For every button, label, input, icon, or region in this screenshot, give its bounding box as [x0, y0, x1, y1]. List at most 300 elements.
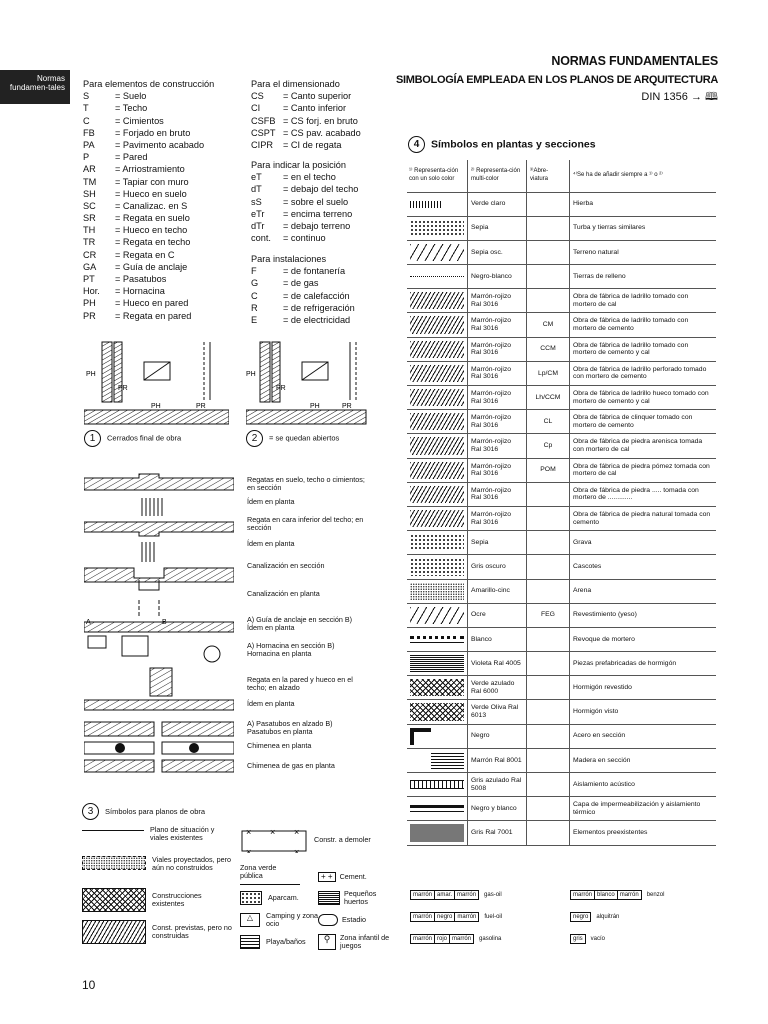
abbr-row: [83, 151, 243, 163]
abbr-row: [83, 285, 243, 297]
pipe-legend: [410, 890, 720, 944]
abbr-key: PR: [83, 310, 96, 321]
symbols-table: [407, 160, 716, 846]
pipe-label: vacío: [590, 936, 606, 942]
abbr-value: = continuo: [283, 232, 326, 244]
abbr-key: P: [83, 152, 90, 163]
fig3r-row-6: [240, 931, 390, 953]
pattern-swatch: [410, 413, 464, 430]
fig3-label-2: Viales proyectados, pero aún no construidos: [152, 855, 231, 873]
pipe-label: gasolina: [479, 936, 502, 942]
abbr-value: = debajo terreno: [283, 220, 350, 232]
description-cell: Grava: [570, 531, 717, 555]
abbr-cell: Lp/CM: [527, 361, 570, 385]
pattern-cell: [407, 773, 468, 797]
abbr-row: [251, 196, 391, 208]
description-cell: Obra de fábrica de ladrillo tomado con mortero de cemento: [570, 313, 717, 337]
abbr-row: [251, 232, 391, 244]
abbr-value: = Regata en C: [115, 249, 175, 261]
pattern-swatch: [410, 292, 464, 309]
color-cell: Gris oscuro: [468, 555, 527, 579]
table-row: [407, 531, 716, 555]
section-label: Regata en cara inferior del techo; en sección: [247, 515, 364, 533]
abbr-key: Hor.: [83, 286, 100, 297]
abbr-cell: FEG: [527, 603, 570, 627]
pipe-color-box: marrón: [454, 912, 479, 922]
pattern-cell: [407, 192, 468, 216]
svg-text:A: A: [86, 619, 91, 626]
color-cell: Amarillo-cinc: [468, 579, 527, 603]
table-row: [407, 797, 716, 821]
color-cell: Marrón-rojizo Ral 3016: [468, 482, 527, 506]
pattern-cell: [407, 410, 468, 434]
section-label: A) Guía de anclaje en sección B) Ídem en planta: [247, 615, 353, 633]
col-header-2: ²⁾ Representa-ción multi-color: [468, 160, 527, 192]
pipe-legend-item: [410, 934, 570, 944]
abbr-key: TH: [83, 225, 96, 236]
fig3-label-1: Plano de situación y viales existentes: [150, 825, 215, 843]
abbr-key: GA: [83, 261, 97, 272]
pattern-swatch: [410, 365, 464, 382]
color-cell: Marrón-rojizo Ral 3016: [468, 361, 527, 385]
abbr-cell: [527, 216, 570, 240]
playground-icon: ⚲: [318, 934, 336, 950]
abbr-value: = encima terreno: [283, 208, 352, 220]
abbr-key: E: [251, 314, 258, 325]
dimension-heading: Para el dimensionado: [251, 79, 340, 89]
abbr-row: [83, 139, 243, 151]
pattern-swatch: [410, 636, 464, 643]
abbr-row: [251, 90, 391, 102]
section-label: Ídem en planta: [247, 497, 295, 506]
color-cell: Negro-blanco: [468, 265, 527, 289]
svg-text:PH: PH: [151, 403, 161, 410]
section-label: A) Pasatubos en alzado B) Pasatubos en planta: [247, 719, 333, 737]
fig3r-label-3: Cement.: [339, 871, 367, 881]
abbr-key: PA: [83, 139, 95, 150]
abbr-row: [83, 310, 243, 322]
abbr-row: [251, 102, 391, 114]
abbr-key: R: [251, 302, 258, 313]
section-label: Canalización en sección: [247, 561, 325, 570]
abbr-key: CI: [251, 103, 261, 114]
table-row: [407, 337, 716, 361]
abbr-cell: [527, 797, 570, 821]
abbr-value: = sobre el suelo: [283, 196, 348, 208]
pipe-label: benzol: [646, 892, 665, 898]
pipe-color-box: marrón: [410, 934, 435, 944]
pipe-legend-item: [570, 912, 720, 922]
col-header-1: ¹⁾ Representa-ción con un solo color: [407, 160, 468, 192]
side-tab: Normas fundamen-tales: [0, 70, 70, 104]
table-row: [407, 192, 716, 216]
table-row: [407, 627, 716, 651]
abbr-key: G: [251, 278, 259, 289]
abbr-row: [83, 200, 243, 212]
description-cell: Piezas prefabricadas de hormigón: [570, 652, 717, 676]
abbr-cell: [527, 748, 570, 772]
color-cell: Marrón-rojizo Ral 3016: [468, 458, 527, 482]
tent-icon: △: [240, 913, 260, 927]
abbr-cell: [527, 773, 570, 797]
pattern-cell: [407, 652, 468, 676]
abbr-value: = Canto superior: [283, 90, 351, 102]
pattern-swatch: [410, 341, 464, 358]
pattern-cell: [407, 289, 468, 313]
fig3r-label-5: Pequeños huertos: [344, 888, 377, 906]
abbr-value: = Regata en suelo: [115, 212, 190, 224]
description-cell: Revoque de mortero: [570, 627, 717, 651]
description-cell: Hormigón visto: [570, 700, 717, 724]
abbr-value: = Arriostramiento: [115, 163, 185, 175]
fig3r-label-7: Estadio: [342, 914, 366, 924]
pipe-legend-item: [570, 890, 720, 900]
description-cell: Revestimiento (yeso): [570, 603, 717, 627]
abbr-key: dT: [251, 184, 262, 195]
description-cell: Capa de impermeabilización y aislamiento térmico: [570, 797, 717, 821]
abbr-value: = CS forj. en bruto: [283, 115, 358, 127]
fig3r-label-6: Camping y zona ocio: [266, 910, 318, 928]
abbr-cell: [527, 652, 570, 676]
installations-heading: Para instalaciones: [251, 254, 327, 264]
section-label: Canalización en planta: [247, 589, 320, 598]
color-cell: Negro: [468, 724, 527, 748]
pipe-color-box: negro: [570, 912, 591, 922]
section-label: Regata en la pared y hueco en el techo; en alzado: [247, 675, 353, 693]
fig3-row-3: [82, 888, 232, 920]
svg-text:PR: PR: [342, 403, 352, 410]
section-label: Chimenea en planta: [247, 741, 312, 750]
pattern-swatch: [410, 437, 464, 454]
abbr-row: [83, 297, 243, 309]
pattern-swatch: [410, 558, 464, 575]
pattern-cell: [407, 821, 468, 845]
abbr-row: [83, 273, 243, 285]
pattern-cell: [407, 240, 468, 264]
pipe-label: gas-oil: [484, 892, 502, 898]
pattern-swatch: [410, 316, 464, 333]
pipe-color-box: marrón: [617, 890, 642, 900]
abbr-row: [83, 188, 243, 200]
abbr-value: = de calefacción: [283, 290, 350, 302]
abbr-value: = Hornacina: [115, 285, 165, 297]
figure-3-right-list: [240, 826, 390, 953]
abbr-key: CR: [83, 249, 97, 260]
fig3r-row-5: [240, 909, 390, 931]
abbr-value: = Hueco en pared: [115, 297, 188, 309]
abbr-value: = Suelo: [115, 90, 146, 102]
fig3-label-4: Const. previstas, pero no construidas: [152, 923, 232, 941]
fig3r-label-8: Playa/baños: [266, 936, 306, 946]
abbr-value: = Regata en techo: [115, 236, 190, 248]
abbr-row: [251, 290, 391, 302]
abbr-key: cont.: [251, 233, 271, 244]
abbr-cell: [527, 724, 570, 748]
abbr-cell: [527, 627, 570, 651]
abbr-cell: [527, 289, 570, 313]
abbr-key: dTr: [251, 220, 265, 231]
col-header-4: ⁴⁾Se ha de añadir siempre a ¹⁾ o ²⁾: [570, 160, 717, 192]
description-cell: Hierba: [570, 192, 717, 216]
pipe-label: alquitrán: [596, 914, 620, 920]
svg-text:B: B: [162, 619, 167, 626]
abbr-row: [83, 127, 243, 139]
pattern-cell: [407, 265, 468, 289]
section-label: Regatas en suelo, techo o cimientos; en sección: [247, 475, 365, 493]
section-label: Ídem en planta: [247, 699, 295, 708]
abbr-key: CS: [251, 91, 264, 102]
description-cell: Obra de fábrica de ladrillo perforado tomado con mortero de cemento: [570, 361, 717, 385]
abbr-row: [83, 249, 243, 261]
pipe-legend-item: [410, 890, 570, 900]
fig3r-label-1: Constr. a demoler: [314, 834, 371, 844]
pattern-swatch: [410, 728, 431, 745]
abbr-row: [251, 314, 391, 326]
pipe-color-box: gris: [570, 934, 586, 944]
fig3r-row-1: [240, 826, 390, 854]
figure-1-drawing: [84, 338, 229, 428]
pattern-swatch: [410, 201, 441, 208]
pattern-cell: [407, 555, 468, 579]
abbr-value: = Forjado en bruto: [115, 127, 190, 139]
color-cell: Gris Ral 7001: [468, 821, 527, 845]
abbr-value: = Tapiar con muro: [115, 176, 189, 188]
table-row: [407, 361, 716, 385]
parking-icon: [240, 891, 262, 905]
section-label: Ídem en planta: [247, 539, 295, 548]
pattern-cell: [407, 434, 468, 458]
pattern-cell: [407, 458, 468, 482]
cross-icon: + +: [318, 872, 336, 882]
abbr-cell: CL: [527, 410, 570, 434]
table-row: [407, 821, 716, 845]
description-cell: Obra de fábrica de piedra ..... tomada con mortero de .............: [570, 482, 717, 506]
pattern-cell: [407, 216, 468, 240]
abbr-key: F: [251, 266, 257, 277]
description-cell: Obra de fábrica de ladrillo tomado con mortero de cemento y cal: [570, 337, 717, 361]
table-header: [407, 160, 716, 192]
demolish-icon: [240, 827, 310, 853]
construction-heading: Para elementos de construcción: [83, 79, 215, 89]
abbr-cell: [527, 579, 570, 603]
fig3r-row-4: [240, 887, 390, 909]
pattern-swatch: [410, 486, 464, 503]
abbr-value: = Hueco en suelo: [115, 188, 187, 200]
svg-text:PR: PR: [118, 385, 128, 392]
abbr-key: CSFB: [251, 115, 276, 126]
pipe-color-box: rojo: [434, 934, 450, 944]
pattern-swatch: [410, 703, 464, 720]
pattern-swatch: [410, 534, 464, 551]
abbr-key: C: [251, 290, 258, 301]
table-row: [407, 289, 716, 313]
abbr-key: C: [83, 115, 90, 126]
stadium-icon: [318, 914, 338, 926]
abbr-row: [83, 176, 243, 188]
fig3-swatch-3: [82, 888, 146, 912]
fig3r-label-2: Zona verde pública: [240, 864, 300, 885]
color-cell: Marrón-rojizo Ral 3016: [468, 289, 527, 313]
abbr-value: = Cimientos: [115, 115, 164, 127]
pipe-color-box: marrón: [454, 890, 479, 900]
table-row: [407, 676, 716, 700]
table-row: [407, 506, 716, 530]
construction-list: [83, 78, 243, 322]
pipe-color-box: marrón: [570, 890, 595, 900]
abbr-value: = de fontanería: [283, 265, 345, 277]
pipe-legend-item: [410, 912, 570, 922]
table-row: [407, 724, 716, 748]
pattern-swatch: [410, 655, 464, 672]
abbr-value: = Regata en pared: [115, 310, 191, 322]
pattern-swatch: [410, 276, 464, 285]
pattern-swatch: [410, 679, 464, 696]
figure-1-caption: 1 Cerrados final de obra: [84, 430, 181, 447]
book-icon: 🕮: [705, 91, 718, 103]
abbr-row: [251, 183, 391, 195]
svg-text:×: ×: [246, 827, 252, 837]
pattern-cell: [407, 337, 468, 361]
abbr-row: [83, 90, 243, 102]
color-cell: Verde claro: [468, 192, 527, 216]
pattern-cell: [407, 748, 468, 772]
abbr-cell: Cp: [527, 434, 570, 458]
description-cell: Cascotes: [570, 555, 717, 579]
pipe-color-box: amar.: [434, 890, 455, 900]
fig3r-label-9: Zona infantil de juegos: [340, 932, 390, 950]
pattern-swatch: [410, 583, 464, 600]
abbr-cell: [527, 676, 570, 700]
position-list: [251, 159, 391, 244]
fig3r-label-4: Aparcam.: [268, 892, 299, 902]
pipe-color-box: marrón: [449, 934, 474, 944]
pattern-swatch: [410, 244, 464, 261]
description-cell: Acero en sección: [570, 724, 717, 748]
pattern-cell: [407, 361, 468, 385]
abbr-key: TR: [83, 237, 96, 248]
pipe-color-box: marrón: [410, 912, 435, 922]
color-cell: Marrón-rojizo Ral 3016: [468, 434, 527, 458]
abbr-key: SR: [83, 213, 96, 224]
table-row: [407, 240, 716, 264]
abbr-value: = de gas: [283, 277, 319, 289]
abbr-row: [83, 224, 243, 236]
abbr-row: [251, 265, 391, 277]
pipe-label: fuel-oil: [484, 914, 503, 920]
description-cell: Elementos preexistentes: [570, 821, 717, 845]
svg-text:PR: PR: [276, 385, 286, 392]
figure-2-caption: 2 = se quedan abiertos: [246, 430, 339, 447]
figure-2-drawing: [246, 338, 391, 428]
abbr-cell: CM: [527, 313, 570, 337]
description-cell: Obra de fábrica de clinquer tomado con mortero de cemento: [570, 410, 717, 434]
color-cell: Ocre: [468, 603, 527, 627]
abbr-key: SC: [83, 200, 96, 211]
abbr-cell: [527, 506, 570, 530]
table-row: [407, 652, 716, 676]
pattern-swatch: [410, 780, 464, 789]
table-row: [407, 555, 716, 579]
color-cell: Marrón-rojizo Ral 3016: [468, 386, 527, 410]
garden-icon: [318, 891, 340, 905]
abbr-value: = Hueco en techo: [115, 224, 187, 236]
figure-4-heading: 4 Símbolos en plantas y secciones: [408, 136, 596, 153]
abbr-value: = de refrigeración: [283, 302, 355, 314]
svg-text:×: ×: [246, 847, 252, 853]
svg-text:PH: PH: [86, 371, 96, 378]
description-cell: Obra de fábrica de piedra natural tomada con cemento: [570, 506, 717, 530]
abbr-key: S: [83, 91, 90, 102]
abbr-row: [83, 102, 243, 114]
abbr-row: [251, 277, 391, 289]
color-cell: Marrón Ral 8001: [468, 748, 527, 772]
fig3-label-3: Construcciones existentes: [152, 891, 202, 909]
abbr-row: [251, 208, 391, 220]
abbr-row: [83, 115, 243, 127]
color-cell: Marrón-rojizo Ral 3016: [468, 506, 527, 530]
page-subtitle: SIMBOLOGÍA EMPLEADA EN LOS PLANOS DE ARQUITECTURA: [395, 74, 718, 86]
description-cell: Turba y tierras similares: [570, 216, 717, 240]
position-heading: Para indicar la posición: [251, 160, 346, 170]
table-row: [407, 265, 716, 289]
pattern-cell: [407, 482, 468, 506]
fig3-swatch-4: [82, 920, 146, 944]
abbr-row: [83, 261, 243, 273]
abbr-cell: [527, 192, 570, 216]
abbr-key: T: [83, 103, 89, 114]
svg-text:PH: PH: [310, 403, 320, 410]
pattern-swatch: [410, 462, 464, 479]
table-row: [407, 773, 716, 797]
abbr-cell: POM: [527, 458, 570, 482]
abbr-row: [251, 127, 391, 139]
description-cell: Obra de fábrica de ladrillo tomado con mortero de cal: [570, 289, 717, 313]
abbr-value: = de electricidad: [283, 314, 350, 326]
color-cell: Gris azulado Ral 5008: [468, 773, 527, 797]
description-cell: Tierras de relleno: [570, 265, 717, 289]
din-reference: DIN 1356 → 🕮: [641, 91, 718, 103]
table-row: [407, 434, 716, 458]
abbr-row: [83, 163, 243, 175]
pattern-cell: [407, 603, 468, 627]
section-drawings: [84, 472, 234, 782]
abbr-value: = Guía de anclaje: [115, 261, 187, 273]
abbr-value: = Pasatubos: [115, 273, 166, 285]
pattern-cell: [407, 579, 468, 603]
pipe-color-box: blanco: [594, 890, 618, 900]
fig3-swatch-2: [82, 856, 146, 870]
color-cell: Violeta Ral 4005: [468, 652, 527, 676]
fig3r-row-3: [318, 867, 390, 887]
abbr-row: [251, 302, 391, 314]
color-cell: Marrón-rojizo Ral 3016: [468, 410, 527, 434]
pattern-swatch: [410, 220, 464, 237]
figure-3-list: [82, 826, 232, 952]
description-cell: Hormigón revestido: [570, 676, 717, 700]
description-cell: Obra de fábrica de ladrillo hueco tomado con mortero de cemento y cal: [570, 386, 717, 410]
pipe-color-box: negro: [434, 912, 455, 922]
color-cell: Sepia osc.: [468, 240, 527, 264]
fig3-swatch-1: [82, 830, 144, 856]
pattern-swatch: [410, 805, 464, 812]
abbr-row: [83, 212, 243, 224]
description-cell: Obra de fábrica de piedra pómez tomada con mortero de cal: [570, 458, 717, 482]
table-row: [407, 603, 716, 627]
abbr-cell: [527, 700, 570, 724]
abbr-key: SH: [83, 188, 96, 199]
abbr-cell: [527, 240, 570, 264]
svg-text:×: ×: [294, 847, 300, 853]
